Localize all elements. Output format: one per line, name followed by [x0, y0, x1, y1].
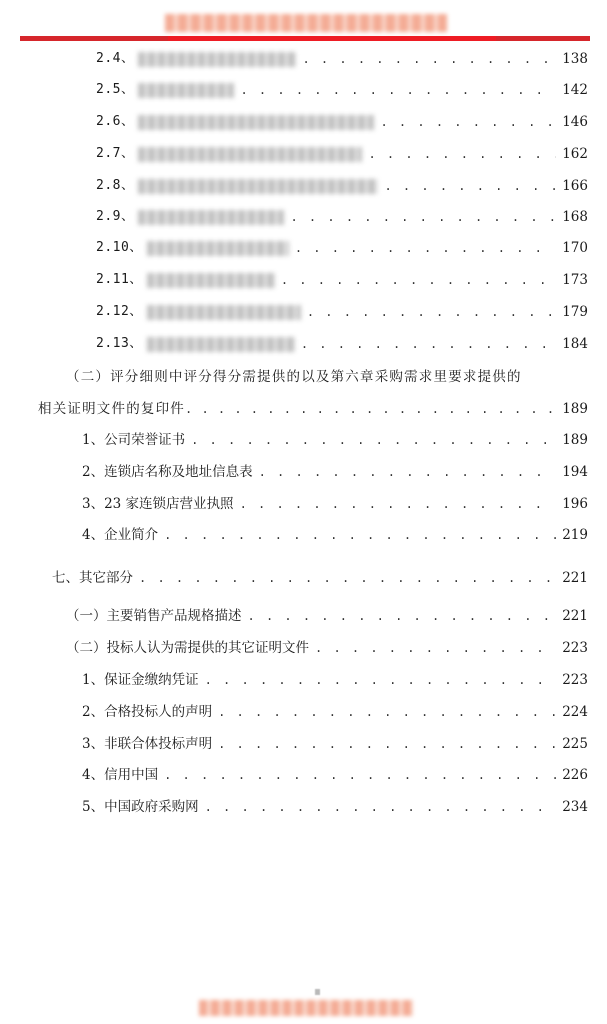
- entry-title: （一）主要销售产品规格描述: [66, 608, 242, 624]
- dot-leaders: [218, 702, 556, 722]
- toc-entry-2-8[interactable]: [96, 176, 588, 196]
- dot-leaders: [185, 399, 556, 419]
- page-number: 146: [562, 114, 588, 130]
- dot-leaders: [302, 49, 556, 69]
- toc-entry-gov-procurement-site[interactable]: [82, 797, 588, 817]
- page-number: 225: [562, 736, 588, 752]
- entry-number: 2.9、: [96, 209, 135, 224]
- entry-title: 4、信用中国: [82, 767, 159, 783]
- page-number: 196: [562, 496, 588, 512]
- page-number: 223: [562, 640, 588, 656]
- section-2-title-line2: 相关证明文件的复印件: [38, 401, 185, 417]
- entry-title-blurred: [138, 52, 296, 67]
- page-number: 194: [562, 464, 588, 480]
- toc-entry-2-7[interactable]: [96, 144, 588, 164]
- page-number: 189: [562, 432, 588, 448]
- dot-leaders: [191, 430, 556, 450]
- toc-entry-section-2[interactable]: [38, 399, 588, 419]
- page-number: 138: [562, 51, 588, 67]
- page-number: 142: [562, 82, 588, 98]
- dot-leaders: [384, 176, 556, 196]
- dot-leaders: [240, 494, 556, 514]
- dot-leaders: [290, 207, 556, 227]
- toc-entry-2-12[interactable]: [96, 302, 588, 322]
- toc-entry-qualified-bidder-statement[interactable]: [82, 702, 588, 722]
- dot-leaders: [218, 734, 556, 754]
- page-number: 166: [562, 178, 588, 194]
- toc-entry-deposit-voucher[interactable]: [82, 670, 588, 690]
- page-number: 226: [562, 767, 588, 783]
- entry-title: 3、非联合体投标声明: [82, 736, 213, 752]
- header-rule-accent: [168, 36, 496, 41]
- page-number: 221: [562, 608, 588, 624]
- page-number: 173: [562, 272, 588, 288]
- dot-leaders: [139, 568, 556, 588]
- dot-leaders: [248, 606, 557, 626]
- entry-number: 2.11、: [96, 272, 143, 287]
- entry-title-blurred: [147, 273, 275, 288]
- toc-entry-2-6[interactable]: [96, 112, 588, 132]
- toc-entry-credit-china[interactable]: [82, 765, 588, 785]
- entry-number: 2.12、: [96, 304, 143, 319]
- page-number: 219: [562, 527, 588, 543]
- page-number: 179: [562, 304, 588, 320]
- entry-title-blurred: [138, 115, 374, 130]
- entry-title: 2、合格投标人的声明: [82, 704, 213, 720]
- page-number: 184: [562, 336, 588, 352]
- toc-entry-2-5[interactable]: [96, 80, 588, 100]
- page-number: 168: [562, 209, 588, 225]
- dot-leaders: [295, 238, 556, 258]
- toc-entry-product-specs[interactable]: [66, 606, 588, 626]
- toc-entry-2-11[interactable]: [96, 270, 588, 290]
- toc-entry-store-address-table[interactable]: [82, 462, 588, 482]
- dot-leaders: [281, 270, 556, 290]
- entry-title: 3、23 家连锁店营业执照: [82, 496, 234, 512]
- entry-title-blurred: [147, 305, 301, 320]
- page-number: 223: [562, 672, 588, 688]
- toc-entry-chapter-7[interactable]: [52, 568, 588, 588]
- toc-entry-honor-certificates[interactable]: [82, 430, 588, 450]
- entry-title-blurred: [138, 179, 378, 194]
- toc-entry-business-licenses[interactable]: [82, 494, 588, 514]
- section-2-title-line1[interactable]: （二）评分细则中评分得分需提供的以及第六章采购需求里要求提供的: [66, 369, 522, 385]
- dot-leaders: [301, 334, 556, 354]
- entry-number: 2.6、: [96, 114, 135, 129]
- toc-entry-2-4[interactable]: [96, 49, 588, 69]
- entry-number: 2.10、: [96, 240, 143, 255]
- toc-entry-2-9[interactable]: [96, 207, 588, 227]
- toc-entry-non-consortium-statement[interactable]: [82, 734, 588, 754]
- dot-leaders: [368, 144, 556, 164]
- footer-text-blurred: [199, 1000, 413, 1016]
- dot-leaders: [307, 302, 556, 322]
- entry-title-blurred: [138, 210, 284, 225]
- entry-title-blurred: [147, 337, 295, 352]
- entry-number: 2.13、: [96, 336, 143, 351]
- dot-leaders: [164, 525, 556, 545]
- dot-leaders: [380, 112, 556, 132]
- toc-entry-2-13[interactable]: [96, 334, 588, 354]
- entry-title: 七、其它部分: [52, 570, 133, 586]
- dot-leaders: [240, 80, 556, 100]
- entry-number: 2.4、: [96, 51, 135, 66]
- page-number: 234: [562, 799, 588, 815]
- entry-title: 4、企业简介: [82, 527, 159, 543]
- entry-number: 2.7、: [96, 146, 135, 161]
- toc-entry-other-documents[interactable]: [66, 638, 588, 658]
- entry-title: 1、公司荣誉证书: [82, 432, 186, 448]
- toc-entry-company-profile[interactable]: [82, 525, 588, 545]
- dot-leaders: [205, 670, 556, 690]
- entry-title: （二）投标人认为需提供的其它证明文件: [66, 640, 309, 656]
- entry-title-blurred: [138, 147, 362, 162]
- page-number: 162: [562, 146, 588, 162]
- entry-title-blurred: [138, 83, 234, 98]
- entry-number: 2.8、: [96, 178, 135, 193]
- entry-number: 2.5、: [96, 82, 135, 97]
- toc-entry-2-10[interactable]: [96, 238, 588, 258]
- dot-leaders: [164, 765, 556, 785]
- entry-title: 2、连锁店名称及地址信息表: [82, 464, 253, 480]
- dot-leaders: [315, 638, 556, 658]
- page-number: 170: [562, 240, 588, 256]
- page-number: 189: [562, 401, 588, 417]
- page-number: 221: [562, 570, 588, 586]
- header-text-blurred: [165, 14, 447, 32]
- footer-page-marker: [315, 989, 320, 995]
- entry-title-blurred: [147, 241, 289, 256]
- dot-leaders: [259, 462, 556, 482]
- page-number: 224: [562, 704, 588, 720]
- dot-leaders: [205, 797, 556, 817]
- entry-title: 5、中国政府采购网: [82, 799, 199, 815]
- entry-title: 1、保证金缴纳凭证: [82, 672, 199, 688]
